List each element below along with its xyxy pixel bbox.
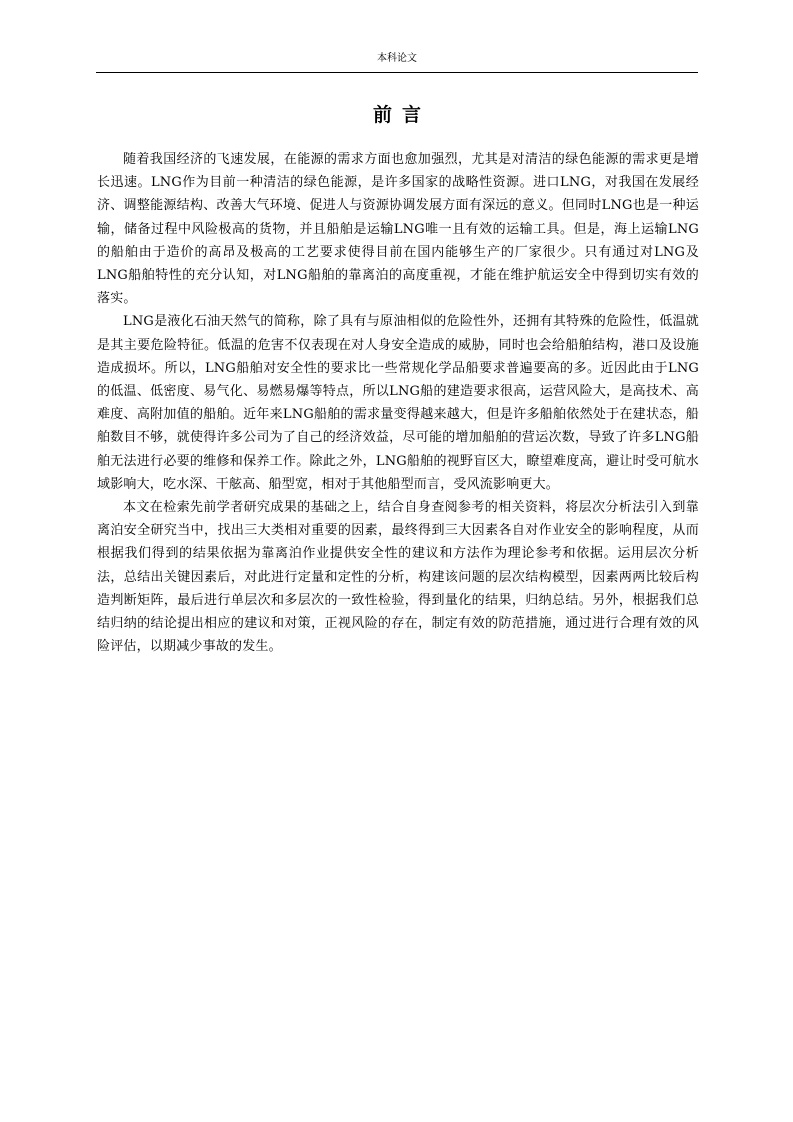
paragraph-2: LNG是液化石油天然气的简称，除了具有与原油相似的危险性外，还拥有其特殊的危险性，低温就是其主要危险特征。低温的危害不仅表现在对人身安全造成的威胁，同时也会给船舶结构，港口及设施造成损坏。所以，LNG船舶对安全性的要求比一些常规化学品船要求普遍要高的多。近因此由于LNG的低温、低密度、易气化、易燃易爆等特点，所以LNG船的建造要求很高，运营风险大，是高技术、高难度、高附加值的船舶。近年来LNG船舶的需求量变得越来越大，但是许多船舶依然处于在建状态，船舶数目不够，就使得许多公司为了自己的经济效益，尽可能的增加船舶的营运次数，导致了许多LNG船舶无法进行必要的维修和保养工作。除此之外，LNG船舶的视野盲区大，瞭望难度高，避让时受可航水域影响大，吃水深、干舷高、船型宽，相对于其他船型而言，受风流影响更大。 — [97, 314, 699, 492]
paragraph-1: 随着我国经济的飞速发展，在能源的需求方面也愈加强烈，尤其是对清洁的绿色能源的需求更是增长迅速。LNG作为目前一种清洁的绿色能源，是许多国家的战略性资源。进口LNG，对我国在发展经济、调整能源结构、改善大气环境、促进人与资源协调发展方面有深远的意义。但同时LNG也是一种运输，储备过程中风险极高的货物，并且船舶是运输LNG唯一且有效的运输工具。但是，海上运输LNG的船舶由于造价的高昂及极高的工艺要求使得目前在国内能够生产的厂家很少。只有通过对LNG及LNG船舶特性的充分认知，对LNG船舶的靠离泊的高度重视，才能在维护航运安全中得到切实有效的落实。 — [97, 152, 699, 307]
running-header — [96, 52, 698, 66]
running-header-text: 本科论文 — [377, 53, 417, 64]
body-text — [97, 148, 699, 658]
header-divider — [96, 72, 698, 73]
paragraph-3: 本文在检索先前学者研究成果的基础之上，结合自身查阅参考的相关资料，将层次分析法引入到靠离泊安全研究当中，找出三大类相对重要的因素，最终得到三大因素各自对作业安全的影响程度，从而根据我们得到的结果依据为靠离泊作业提供安全性的建议和方法作为理论参考和依据。运用层次分析法，总结出关键因素后，对此进行定量和定性的分析，构建该问题的层次结构模型，因素两两比较后构造判断矩阵，最后进行单层次和多层次的一致性检验，得到量化的结果，归纳总结。另外，根据我们总结归纳的结论提出相应的建议和对策，正视风险的存在，制定有效的防范措施，通过进行合理有效的风险评估，以期减少事故的发生。 — [97, 500, 699, 655]
section-title: 前言 — [372, 104, 431, 126]
